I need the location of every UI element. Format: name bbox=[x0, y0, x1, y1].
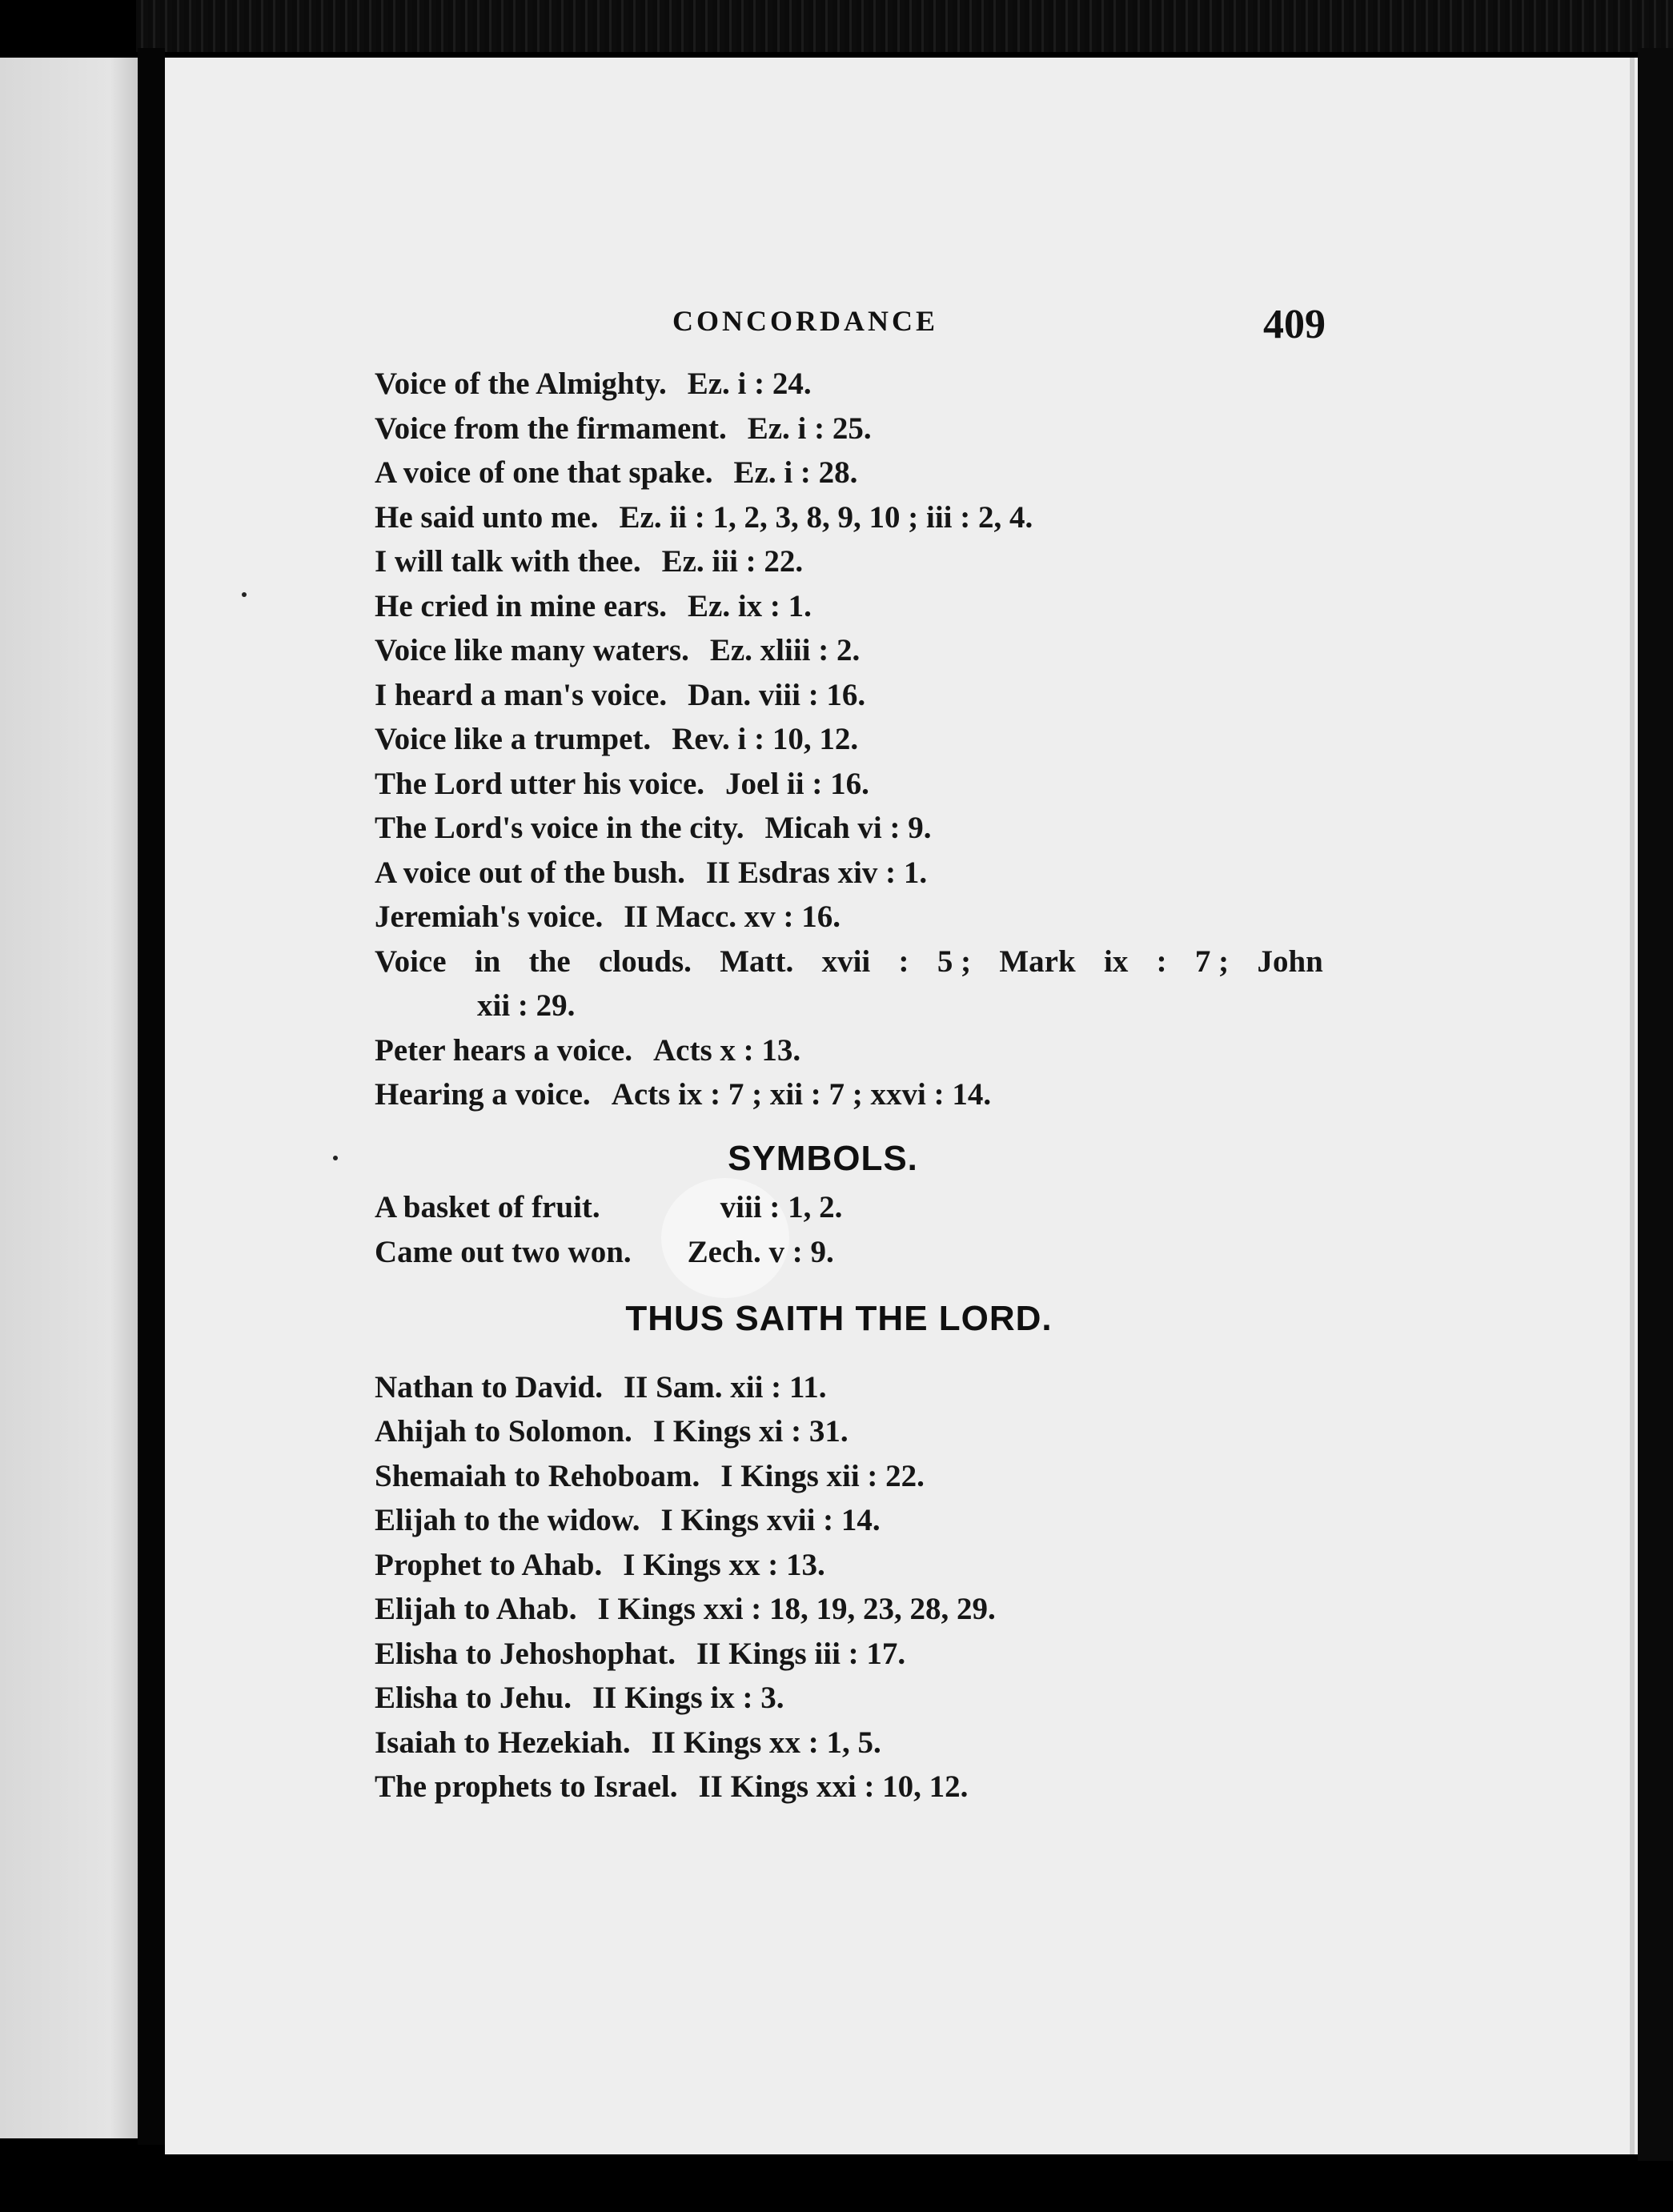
list-item: Elisha to Jehu. II Kings ix : 3. bbox=[375, 1681, 784, 1715]
list-item: A voice of one that spake. Ez. i : 28. bbox=[375, 455, 858, 490]
scan-top-border bbox=[136, 0, 1673, 52]
running-head: CONCORDANCE bbox=[672, 305, 938, 337]
list-item: The prophets to Israel. II Kings xxi : 10, 12. bbox=[375, 1769, 969, 1804]
list-item: Voice of the Almighty. Ez. i : 24. bbox=[375, 367, 812, 401]
list-item: The Lord's voice in the city. Micah vi : 9. bbox=[375, 811, 932, 845]
list-item: Ahijah to Solomon. I Kings xi : 31. bbox=[375, 1414, 849, 1449]
list-item: A basket of fruit. viii : 1, 2. bbox=[375, 1190, 843, 1224]
list-item: Nathan to David. II Sam. xii : 11. bbox=[375, 1369, 827, 1405]
list-item: Hearing a voice. Acts ix : 7 ; xii : 7 ; xxvi : 14. bbox=[375, 1077, 992, 1112]
list-item: Isaiah to Hezekiah. II Kings xx : 1, 5. bbox=[375, 1725, 881, 1760]
list-item: He cried in mine ears. Ez. ix : 1. bbox=[375, 588, 812, 623]
list-item: I heard a man's voice. Dan. viii : 16. bbox=[375, 677, 866, 712]
section-heading-thus-saith: THUS SAITH THE LORD. bbox=[625, 1299, 1053, 1338]
list-item: Voice like a trumpet. Rev. i : 10, 12. bbox=[375, 722, 859, 756]
list-item-continuation: xii : 29. bbox=[477, 988, 576, 1023]
scan-right-border bbox=[1638, 48, 1673, 2161]
list-item: Peter hears a voice. Acts x : 13. bbox=[375, 1032, 801, 1068]
page-edge-line bbox=[1630, 58, 1635, 2154]
speck bbox=[333, 1156, 338, 1160]
book-gutter bbox=[138, 48, 165, 2145]
list-item: Elisha to Jehoshophat. II Kings iii : 17. bbox=[375, 1636, 906, 1671]
list-item: Elijah to Ahab. I Kings xxi : 18, 19, 23, 28, 29. bbox=[375, 1592, 996, 1626]
page-number: 409 bbox=[1263, 302, 1326, 347]
list-item: Shemaiah to Rehoboam. I Kings xii : 22. bbox=[375, 1458, 925, 1493]
list-item: Elijah to the widow. I Kings xvii : 14. bbox=[375, 1503, 881, 1537]
book-page bbox=[165, 58, 1638, 2154]
section-heading-symbols: SYMBOLS. bbox=[728, 1138, 918, 1178]
list-item-clouds: Voice in the clouds. Matt. xvii : 5 ; Mark ix : 7 ; John bbox=[375, 944, 1323, 979]
list-item: Jeremiah's voice. II Macc. xv : 16. bbox=[375, 900, 841, 934]
list-item: The Lord utter his voice. Joel ii : 16. bbox=[375, 766, 869, 801]
list-item: Prophet to Ahab. I Kings xx : 13. bbox=[375, 1547, 825, 1582]
facing-page-edge bbox=[0, 58, 138, 2138]
list-item: A voice out of the bush. II Esdras xiv : 1. bbox=[375, 855, 928, 890]
concordance-entries bbox=[375, 362, 1527, 1809]
list-item: Voice like many waters. Ez. xliii : 2. bbox=[375, 633, 861, 667]
speck bbox=[242, 592, 247, 597]
list-item: Voice from the firmament. Ez. i : 25. bbox=[375, 411, 872, 446]
list-item: I will talk with thee. Ez. iii : 22. bbox=[375, 544, 804, 579]
list-item: Came out two won. Zech. v : 9. bbox=[375, 1234, 834, 1269]
list-item: He said unto me. Ez. ii : 1, 2, 3, 8, 9, 10 ; iii : 2, 4. bbox=[375, 499, 1033, 535]
